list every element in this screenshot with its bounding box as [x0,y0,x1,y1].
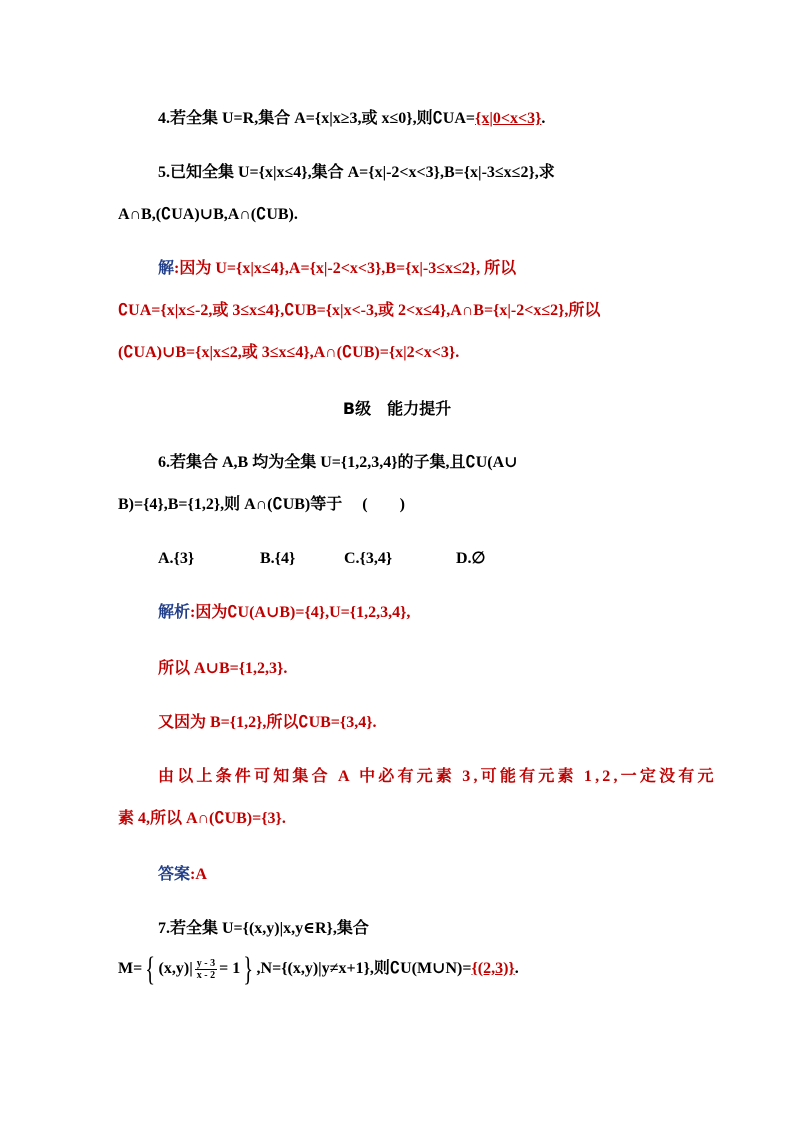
question-5-line-1: 5.已知全集 U={x|x≤4},集合 A={x|-2<x<3},B={x|-3≤x≤2},求 [158,164,555,181]
option-c: C.{3,4} [344,550,393,567]
question-4-end: . [541,110,546,127]
set-m-equals: = 1 [219,960,241,978]
question-7-rest: ,N={(x,y)|y≠x+1},则∁U(M∪N)= [256,960,472,978]
question-6-line-2: B)={4},B={1,2},则 A∩(∁UB)等于 ( ) [118,496,405,513]
analysis-line-5: 素 4,所以 A∩(∁UB)={3}. [118,810,286,827]
set-m-label: M= [118,960,143,978]
question-5-solution-line-1 [158,258,794,280]
analysis-line-2: 所以 A∪B={1,2,3}. [158,660,288,677]
fraction-denominator: x - 2 [196,970,216,981]
question-7-line-1: 7.若全集 U={(x,y)|x,y∈R},集合 [158,920,369,937]
analysis-line-4: 由以上条件可知集合 A 中必有元素 3,可能有元素 1,2,一定没有元 [158,768,717,785]
left-brace: { [145,950,156,988]
analysis-line-3: 又因为 B={1,2},所以∁UB={3,4}. [158,714,377,731]
section-heading: B级 能力提升 [342,399,452,418]
fraction-numerator: y - 3 [196,958,216,969]
question-5-solution-line-2: ∁UA={x|x≤-2,或 3≤x≤4},∁UB={x|x<-3,或 2<x≤4},A∩B={x|-2<x≤2},所以 [118,302,601,319]
question-5-solution-line-3: (∁UA)∪B={x|x≤2,或 3≤x≤4},A∩(∁UB)={x|2<x<3}. [118,344,460,361]
question-7-answer: {(2,3)} [471,960,515,978]
question-4-answer: {x|0<x<3} [475,110,542,127]
solution-text-1: :因为 U={x|x≤4},A={x|-2<x<3},B={x|-3≤x≤2}, 所以 [174,260,517,277]
answer-line [158,864,794,886]
fraction [195,958,217,981]
option-b: B.{4} [260,550,296,567]
option-a: A.{3} [158,550,195,567]
set-m-inner: (x,y)| [158,960,193,978]
analysis-line-1 [158,602,794,624]
question-4-text: 4.若全集 U=R,集合 A={x|x≥3,或 x≤0},则∁UA= [158,110,476,127]
right-brace: } [243,950,254,988]
question-5-line-2: A∩B,(∁UA)∪B,A∩(∁UB). [118,206,298,223]
question-7-end: . [514,960,519,978]
solution-label: 解 [158,260,175,277]
analysis-label: 解析 [158,604,191,621]
question-4 [158,108,794,130]
answer-value: :A [190,866,207,883]
analysis-text-1: :因为∁U(A∪B)={4},U={1,2,3,4}, [190,604,411,621]
question-7-line-2 [118,950,794,988]
option-d: D.∅ [456,550,486,567]
answer-label: 答案 [158,866,191,883]
question-6-line-1: 6.若集合 A,B 均为全集 U={1,2,3,4}的子集,且∁U(A∪ [158,454,518,471]
